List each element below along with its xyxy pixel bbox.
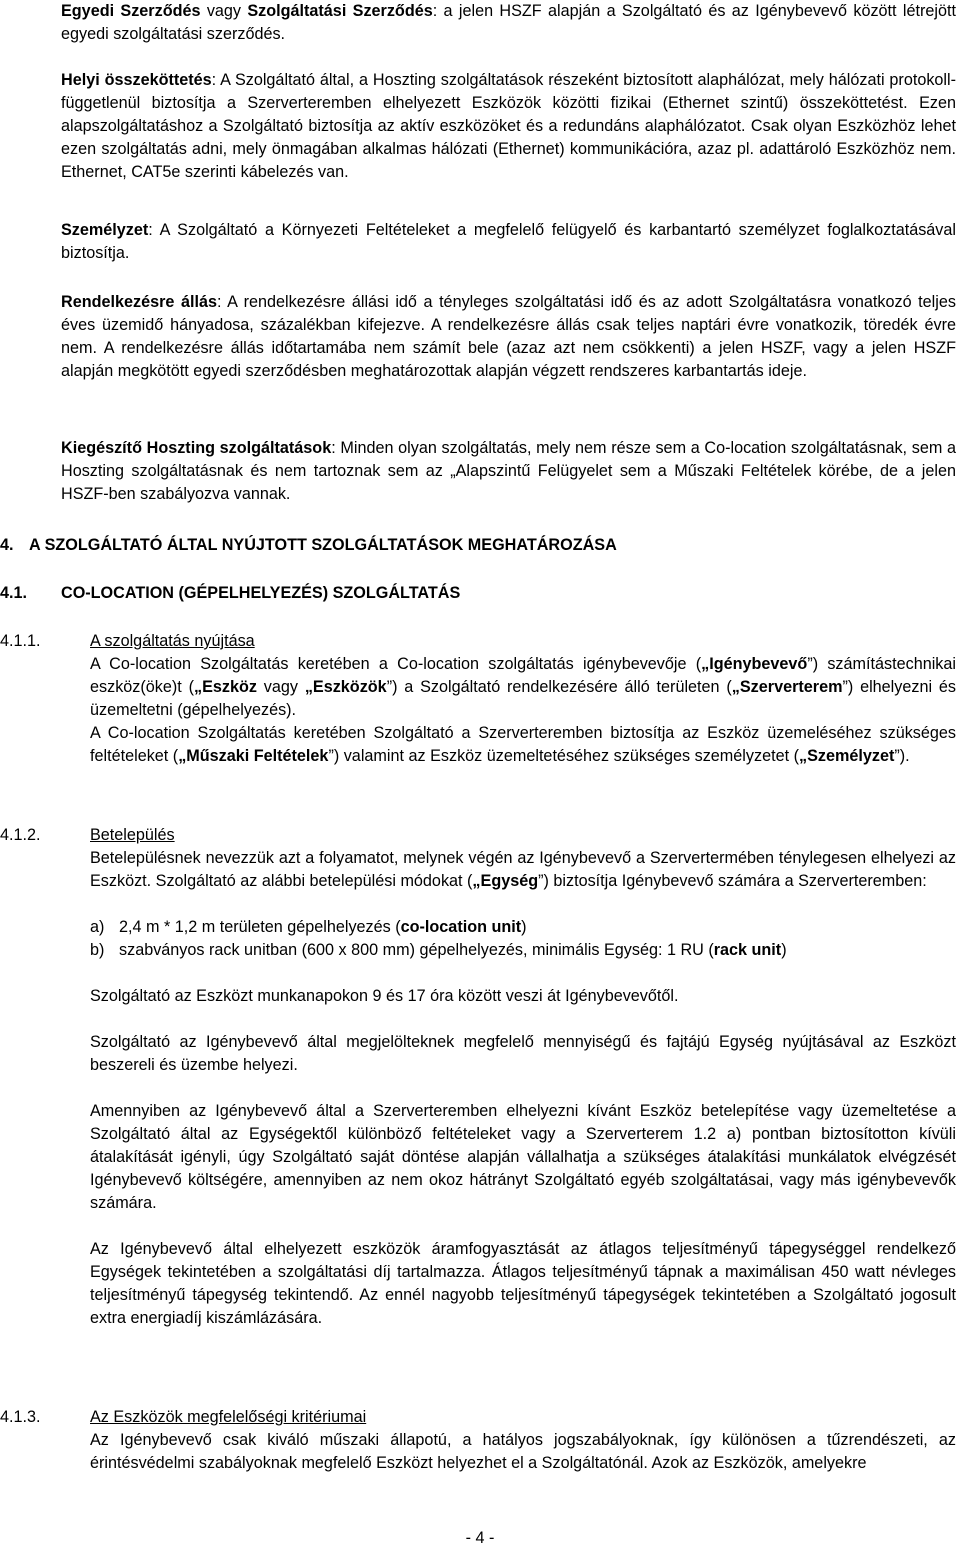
term: Személyzet <box>61 221 149 239</box>
definition-egyedi-szerzodes: Egyedi Szerződés vagy Szolgáltatási Szerződés: a jelen HSZF alapján a Szolgáltató és az Igénybevevő között létrejött egyedi szolgáltatási szerződés. <box>61 2 956 43</box>
section-heading-4-1: 4.1. CO-LOCATION (GÉPELHELYEZÉS) SZOLGÁLTATÁS <box>0 584 461 602</box>
section-4-1-3 <box>90 1406 956 1475</box>
definition-rendelkezesre-allas: Rendelkezésre állás: A rendelkezésre állási idő a tényleges szolgáltatási idő és az adott Szolgáltatásra vonatkozó teljes éves üzemidő hányadosa, százalékban kifejezve. A rendelkezésre állás csak teljes naptári évre vonatkozik, töredék évre nem. A rendelkezésre állás időtartamába nem számít bele (azaz azt nem csökkenti) a jelen HSZF, vagy a jelen HSZF alapján megkötött egyedi szerződésben meghatározottak alapján végzett rendszeres karbantartás ideje. <box>61 293 956 380</box>
page-number: - 4 - <box>465 1529 495 1547</box>
paragraph: A Co-location Szolgáltatás keretében Szolgáltató a Szerverteremben biztosítja az Eszköz üzemeléséhez szükséges feltételeket („Műszaki Feltételek”) valamint az Eszköz üzemeltetéséhez szükséges személyzetet („Személyzet”). <box>90 724 956 765</box>
section-heading-4: 4. A SZOLGÁLTATÓ ÁLTAL NYÚJTOTT SZOLGÁLTATÁSOK MEGHATÁROZÁSA <box>0 536 617 554</box>
paragraph: Szolgáltató az Igénybevevő által megjelölteknek megfelelő mennyiségű és fajtájú Egység nyújtásával az Eszközt beszereli és üzembe helyezi. <box>90 1033 956 1074</box>
definition-szemelyzet: Személyzet: A Szolgáltató a Környezeti Feltételeket a megfelelő felügyelő és karbantartó személyzet foglalkoztatásával biztosítja. <box>61 221 956 262</box>
term: Egyedi Szerződés <box>61 2 201 20</box>
paragraph: Az Igénybevevő csak kiváló műszaki állapotú, a hatályos jogszabályoknak, így különösen a tűzrendészeti, az érintésvédelmi szabályoknak megfelelő Eszközt helyezhet el a Szolgáltatónál. Azok az Eszközök, amelyekre <box>90 1431 956 1472</box>
term: Helyi összeköttetés <box>61 71 212 89</box>
section-4-1-2 <box>90 824 956 1330</box>
paragraph: A Co-location Szolgáltatás keretében a Co-location szolgáltatás igénybevevője („Igénybevevő”) számítástechnikai eszköz(öke)t („Eszköz vagy „Eszközök”) a Szolgáltató rendelkezésére álló területen („Szerverterem”) elhelyezni és üzemeltetni (gépelhelyezés). <box>90 655 956 719</box>
section-number-4-1-3: 4.1.3. <box>0 1408 41 1426</box>
term: Rendelkezésre állás <box>61 293 217 311</box>
definition-helyi-osszekottetes: Helyi összeköttetés: A Szolgáltató által, a Hoszting szolgáltatások részeként biztosított alaphálózat, mely hálózati protokoll-függetlenül biztosítja a Szerverteremben elhelyezett Eszközök közötti fizikai (Ethernet szintű) összeköttetést. Ezen alapszolgáltatáshoz a Szolgáltató biztosítja az aktív eszközöket és a redundáns alaphálózatot. Csak olyan Eszközhöz lehet ezen szolgáltatás adni, mely önmagában alkalmas hálózati (Ethernet) kommunikációra, azaz pl. adattároló Eszközhöz nem. Ethernet, CAT5e szerinti kábelezés van. <box>61 71 957 181</box>
paragraph: Szolgáltató az Eszközt munkanapokon 9 és 17 óra között veszi át Igénybevevőtől. <box>90 987 679 1005</box>
term: Szolgáltatási Szerződés <box>247 2 433 20</box>
paragraph: Amennyiben az Igénybevevő által a Szerverteremben elhelyezni kívánt Eszköz betelepítése vagy üzemeltetése a Szolgáltató által az Egységektől különböző feltételeket vagy a Szerverterem 1.2 a) pontban biztosítotton kívüli átalakítását igényli, úgy Szolgáltató saját döntése alapján vállalhatja a szükséges átalakítási munkálatok elvégzését Igénybevevő költségére, amennyiben az nem okoz hátrányt Szolgáltató egyéb szolgáltatásai, vagy más igénybevevők számára. <box>90 1102 956 1212</box>
section-title: Betelepülés <box>90 826 175 844</box>
paragraph: Betelepülésnek nevezzük azt a folyamatot, melynek végén az Igénybevevő a Szervertermében ténylegesen elhelyezi az Eszközt. Szolgáltató az alábbi betelepülési módokat („Egység”) biztosítja Igénybevevő számára a Szerverteremben: <box>90 849 956 890</box>
section-number-4-1-1: 4.1.1. <box>0 632 41 650</box>
section-title: Az Eszközök megfelelőségi kritériumai <box>90 1408 367 1426</box>
term: Kiegészítő Hoszting szolgáltatások <box>61 439 332 457</box>
paragraph: Az Igénybevevő által elhelyezett eszközök áramfogyasztását az átlagos teljesítményű tápegységgel rendelkező Egységek tekintetében a szolgáltatási díj tartalmazza. Átlagos teljesítményű tápnak a maximálisan 450 watt névleges teljesítményű tápegység tekintendő. Az ennél nagyobb teljesítményű tápegységek tekintetében a Szolgáltató jogosult extra energiadíj kiszámlázására. <box>90 1240 956 1327</box>
list-item: b) szabványos rack unitban (600 x 800 mm) gépelhelyezés, minimális Egység: 1 RU (rack unit) <box>90 941 787 959</box>
list-item: a) 2,4 m * 1,2 m területen gépelhelyezés (co-location unit) <box>90 918 527 936</box>
section-4-1-1 <box>90 630 956 768</box>
definition-kiegeszito: Kiegészítő Hoszting szolgáltatások: Minden olyan szolgáltatás, mely nem része sem a Co-location szolgáltatásnak, sem a Hoszting szolgáltatásnak és nem tartoznak sem az „Alapszintű Felügyelet sem a Műszaki Feltételek körébe, de a jelen HSZF-ben szabályozva vannak. <box>61 439 956 503</box>
section-number-4-1-2: 4.1.2. <box>0 826 41 844</box>
section-title: A szolgáltatás nyújtása <box>90 632 255 650</box>
